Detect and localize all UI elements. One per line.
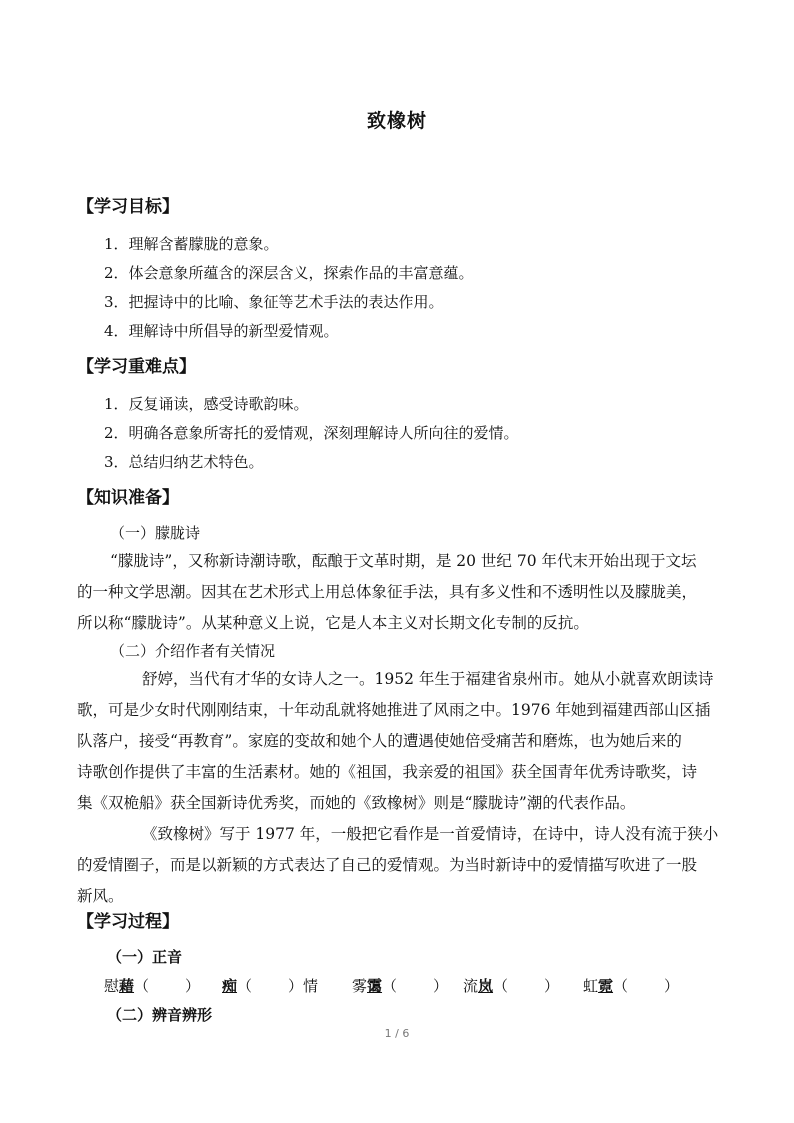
page-number: 1 / 6 [384,1027,410,1040]
pinyin-item-1: 慰藉（ ） [104,977,201,995]
pinyin-char-4: 岚 [478,977,494,995]
process-section1-title: （一）正音 [107,948,183,966]
knowledge-section2-line-5: 集《双桅船》获全国新诗优秀奖，而她的《致橡树》则是“朦胧诗”潮的代表作品。 [77,794,636,812]
objective-item-3: 3．把握诗中的比喻、象征等艺术手法的表达作用。 [104,293,444,311]
pinyin-item-5: 虹霓（ ） [583,977,680,995]
pinyin-char-2: 痴 [222,977,238,995]
pinyin-item-4: 流岚（ ） [463,977,560,995]
key-points-heading: 【学习重难点】 [77,357,196,377]
pinyin-item-2: 痴（ ）情 [222,977,319,995]
knowledge-section1-title: （一）朦胧诗 [110,524,201,542]
pinyin-item-3: 雾霭（ ） [352,977,449,995]
pinyin-char-3: 霭 [367,977,383,995]
process-section2-title: （二）辨音辨形 [107,1006,213,1024]
knowledge-section1-line-3: 所以称“朦胧诗”。从某种意义上说，它是人本主义对长期文化专制的反抗。 [77,614,589,632]
knowledge-section2-title: （二）介绍作者有关情况 [110,642,276,660]
knowledge-section2-line-2: 歌，可是少女时代刚刚结束，十年动乱就将她推进了风雨之中。1976 年她到福建西部山区插 [77,701,711,719]
knowledge-section2-line-3: 队落户，接受“再教育”。家庭的变故和她个人的遭遇使她倍受痛苦和磨炼，也为她后来的 [77,732,682,750]
objectives-heading: 【学习目标】 [77,197,179,217]
knowledge-section3-line-2: 的爱情圈子，而是以新颖的方式表达了自己的爱情观。为当时新诗中的爱情描写吹进了一股 [77,856,698,874]
objective-item-1: 1．理解含蓄朦胧的意象。 [104,235,279,253]
knowledge-heading: 【知识准备】 [77,488,179,508]
knowledge-section1-line-1: “朦胧诗”，又称新诗潮诗歌，酝酿于文革时期，是 20 世纪 70 年代末开始出现于文坛 [110,552,697,570]
knowledge-section2-line-4: 诗歌创作提供了丰富的生活素材。她的《祖国，我亲爱的祖国》获全国青年优秀诗歌奖，诗 [77,763,698,781]
pinyin-char-1: 藉 [119,977,135,995]
pinyin-char-5: 霓 [598,977,614,995]
key-point-item-3: 3．总结归纳艺术特色。 [104,453,264,471]
knowledge-section3-line-3: 新风。 [77,887,124,905]
process-heading: 【学习过程】 [77,912,179,932]
knowledge-section3-line-1: 《致橡树》写于 1977 年，一般把它看作是一首爱情诗，在诗中，诗人没有流于狭小 [142,825,719,843]
objective-item-4: 4．理解诗中所倡导的新型爱情观。 [104,322,339,340]
knowledge-section1-line-2: 的一种文学思潮。因其在艺术形式上用总体象征手法，具有多义性和不透明性以及朦胧美， [77,583,698,601]
document-title: 致橡树 [366,110,427,132]
knowledge-section2-line-1: 舒婷，当代有才华的女诗人之一。1952 年生于福建省泉州市。她从小就喜欢朗读诗 [142,670,714,688]
key-point-item-1: 1．反复诵读，感受诗歌韵味。 [104,395,309,413]
objective-item-2: 2．体会意象所蕴含的深层含义，探索作品的丰富意蕴。 [104,264,474,282]
key-point-item-2: 2．明确各意象所寄托的爱情观，深刻理解诗人所向往的爱情。 [104,424,519,442]
